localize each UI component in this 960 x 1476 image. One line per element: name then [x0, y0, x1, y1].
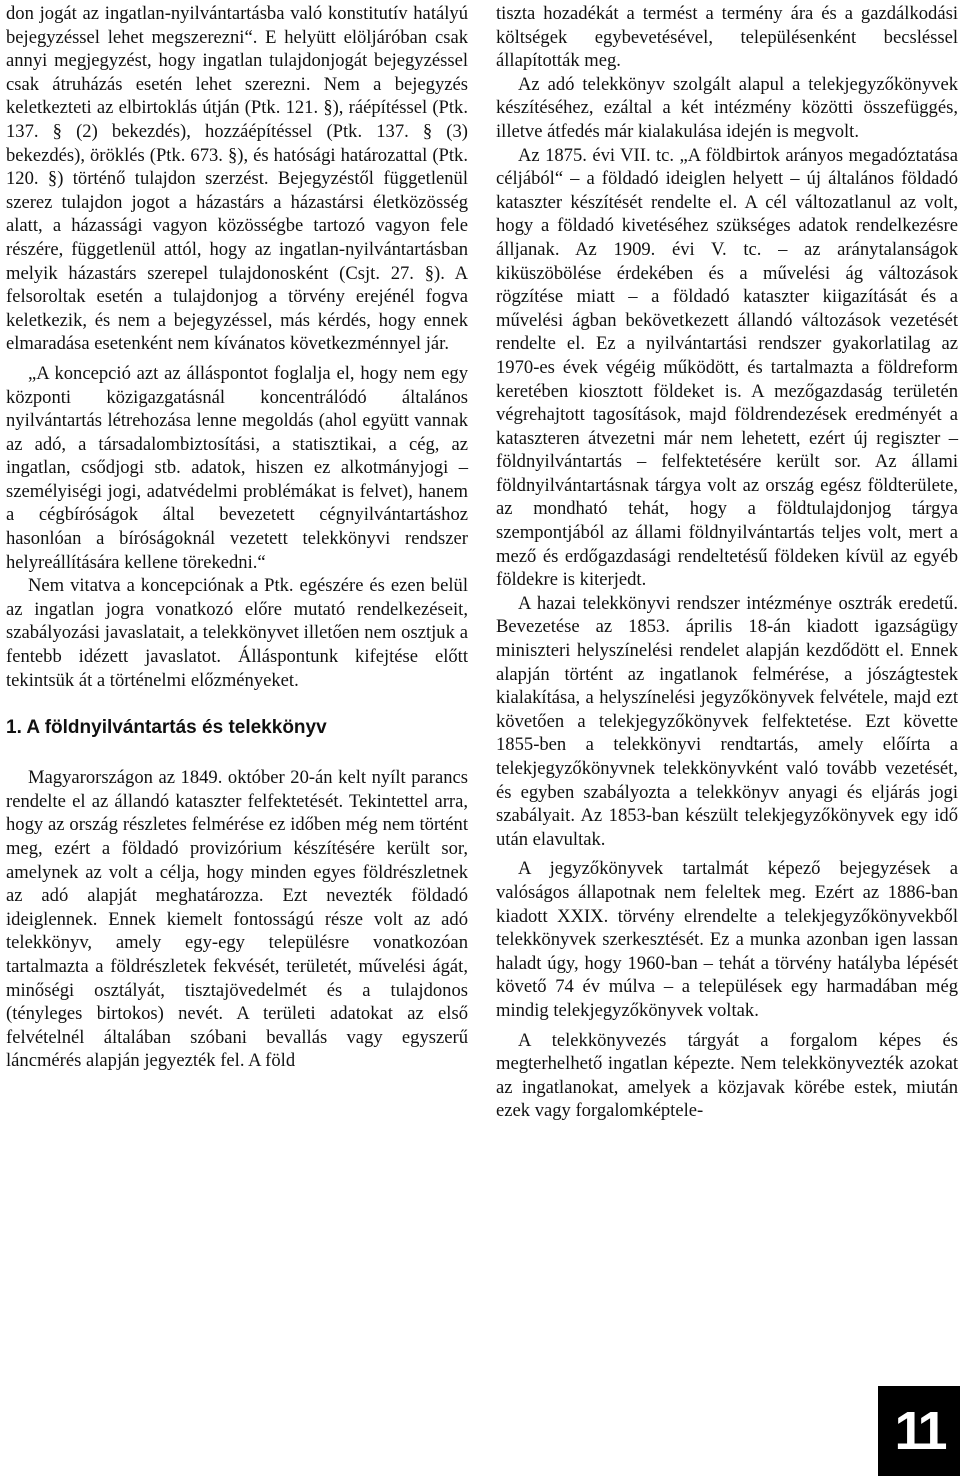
paragraph: don jogát az ingatlan-nyilvántartásba való konstitutív hatályú bejegyzéssel lehet megszerezni“. E helyütt elöljáróban csak annyi megjegyzést, hogy ingatlan tulajdonjogát bejegyzéssel csak átruházás esetén lehet szerezni. Nem a bejegyzés keletkezteti az elbirtoklás útján (Ptk. 121. §), ráépítéssel (Ptk. 137. § (2) bekezdés), hozzáépítéssel (Ptk. 137. § (3) bekezdés), öröklés (Ptk. 673. §), és hatósági határozattal (Ptk. 120. §) történő tulajdon szerzést. Bejegyzéstől függetlenül szerez tulajdon jogot a házastárs a házastársi életközösség alatt, a házassági vagyon közösségbe tartozó vagyon fele részére, függetlenül attól, hogy az ingatlan-nyilvántartásban melyik házastárs szerepel tulajdonosként (Csjt. 27. §). A felsoroltak esetén a tulajdonjog a törvény erejénél fogva keletkezik, és nem a bejegyzéssel, más kérdés, hogy ennek elmaradása esetenként nem kívánatos következménnyel jár.	[6, 3, 468, 355]
paragraph: A jegyzőkönyvek tartalmát képező bejegyzések a valóságos állapotnak nem feleltek meg. Ezért az 1886-ban kiadott XXIX. törvény elrendelte a telekjegyzőkönyvekből telekkönyvek szerkesztését. Ez a munka azonban igen lassan haladt úgy, hogy 1960-ban – tehát a törvény hatályba lépését követő 74 év múlva – a települések egy harmadában még mindig telekjegyzőkönyvek voltak.	[496, 858, 958, 1021]
paragraph: Nem vitatva a koncepciónak a Ptk. egészére és ezen belül az ingatlan jogra vonatkozó előre mutató rendelkezéseit, szabályozási javaslatait, a telekkönyvet illetően nem osztjuk a fentebb idézett javaslatot. Álláspontunk kifejtése előtt tekintsük át a történelmi előzményeket.	[6, 575, 468, 691]
paragraph: Az 1875. évi VII. tc. „A földbirtok arányos megadóztatása céljából“ – a földadó ideiglen helyett – új általános földadó kataszter készítését rendelte el. A cél változatlanul az volt, hogy a földadó kivetéséhez szükséges adatok rendelkezésre álljanak. Az 1909. évi V. tc. – az aránytalanságok kiküszöbölése érdekében és a művelési ág változások rögzítése miatt – a földadó kataszter kiigazítását és a művelési ágban bekövetkezett állandó változások vezetését rendelte el. Ez a nyilvántartási rendszer gyakorlatilag az 1970-es évek végéig működött, és tartalmazta a földreform keretében kiosztott földeket is. A mezőgazdaság területén végrehajtott tagosítások, majd földrendezések eredményét a kataszteren átvezetni már nem lehetett, ezért új regiszter – földnyilvántartás – felfektetésére került sor. Az állami földnyilvántartásnak tárgya volt az ország egész földterülete, az mondható tehát, hogy a földtulajdonjog tárgya szempontjából az állami földnyilvántartás teljes volt, mert a mező és erdőgazdasági rendeltetésű földeken kívül az egyéb földekre is kiterjedt.	[496, 144, 958, 591]
page-number: 11	[878, 1386, 960, 1476]
section-heading: 1. A földnyilvántartás és telekkönyv	[6, 717, 327, 739]
paragraph: tiszta hozadékát a termést a termény ára és a gazdálkodási költségek egybevetésével, településenként becsléssel állapították meg.	[496, 3, 958, 72]
paragraph: Magyarországon az 1849. október 20-án kelt nyílt parancs rendelte el az állandó kataszter felfektetését. Tekintettel arra, hogy az ország részletes felmérése ez időben még nem történt meg, ezért a földadó provizórium készítésére került sor, amelynek az volt a célja, hogy minden egyes földrészletnek az adó alapját meghatározza. Ezt nevezték földadó ideiglennek. Ennek kiemelt fontosságú része volt az adó telekkönyv, amely egy-egy településre vonatkozóan tartalmazta a földrészletek fekvését, területét, művelési ágát, minőségi osztályát, tisztajövedelmét és a tulajdonos (tényleges birtokos) nevét. A területi adatokat az első felvételnél általában szóbani bevallás vagy egyszerű láncmérés alapján jegyezték fel. A föld	[6, 767, 468, 1072]
paragraph: Az adó telekkönyv szolgált alapul a telekjegyzőkönyvek készítéséhez, ezáltal a két intézmény közötti összefüggés, illetve átfedés már kialakulása idején is megvolt.	[496, 73, 958, 142]
paragraph: A telekkönyvezés tárgyát a forgalom képes és megterhelhető ingatlan képezte. Nem telekkönyvezték azokat az ingatlanokat, amelyek a közjavak körébe estek, miután ezek vagy forgalomképtele-	[496, 1029, 958, 1122]
paragraph: A hazai telekkönyvi rendszer intézménye osztrák eredetű. Bevezetése az 1853. április 18-án kiadott igazságügy miniszteri helyszínelési rendelet alapján kezdődött el. Ennek alapján történt az ingatlanok felmérése, a jószágtestek kialakítása, a helyszínelési jegyzőkönyvek felvétele, majd ezt követően a telekjegyzőkönyvek felfektetése. Ezt követte 1855-ben a telekkönyvi rendtartás, amely előírta a telekjegyzőkönyvnek telekkönyvként való tovább vezetését, és egyben szabályozta a telekkönyv anyagi és eljárás jogi szabályait. Az 1853-ban készült telekjegyzőkönyvek egy idő után elavultak.	[496, 592, 958, 850]
left-column	[6, 2, 468, 1073]
quote-paragraph: „A koncepció azt az álláspontot foglalja el, hogy nem egy központi közigazgatásnál koncentrálódó általános nyilvántartás létrehozása lenne megoldás (ahol együtt vannak az adó, a társadalombiztosítási, a statisztikai, a cég, az ingatlan, csődjogi stb. adatok, hiszen ez alkotmányjogi – személyiségi jogi, adatvédelmi problémákat is felvet), hanem a cégbíróságok által bevezetett cégnyilvántartáshoz hasonlóan a bíróságoknál vezetett telekkönyvi rendszer helyreállítására kellene törekedni.“	[6, 362, 468, 573]
right-column	[496, 2, 958, 1123]
